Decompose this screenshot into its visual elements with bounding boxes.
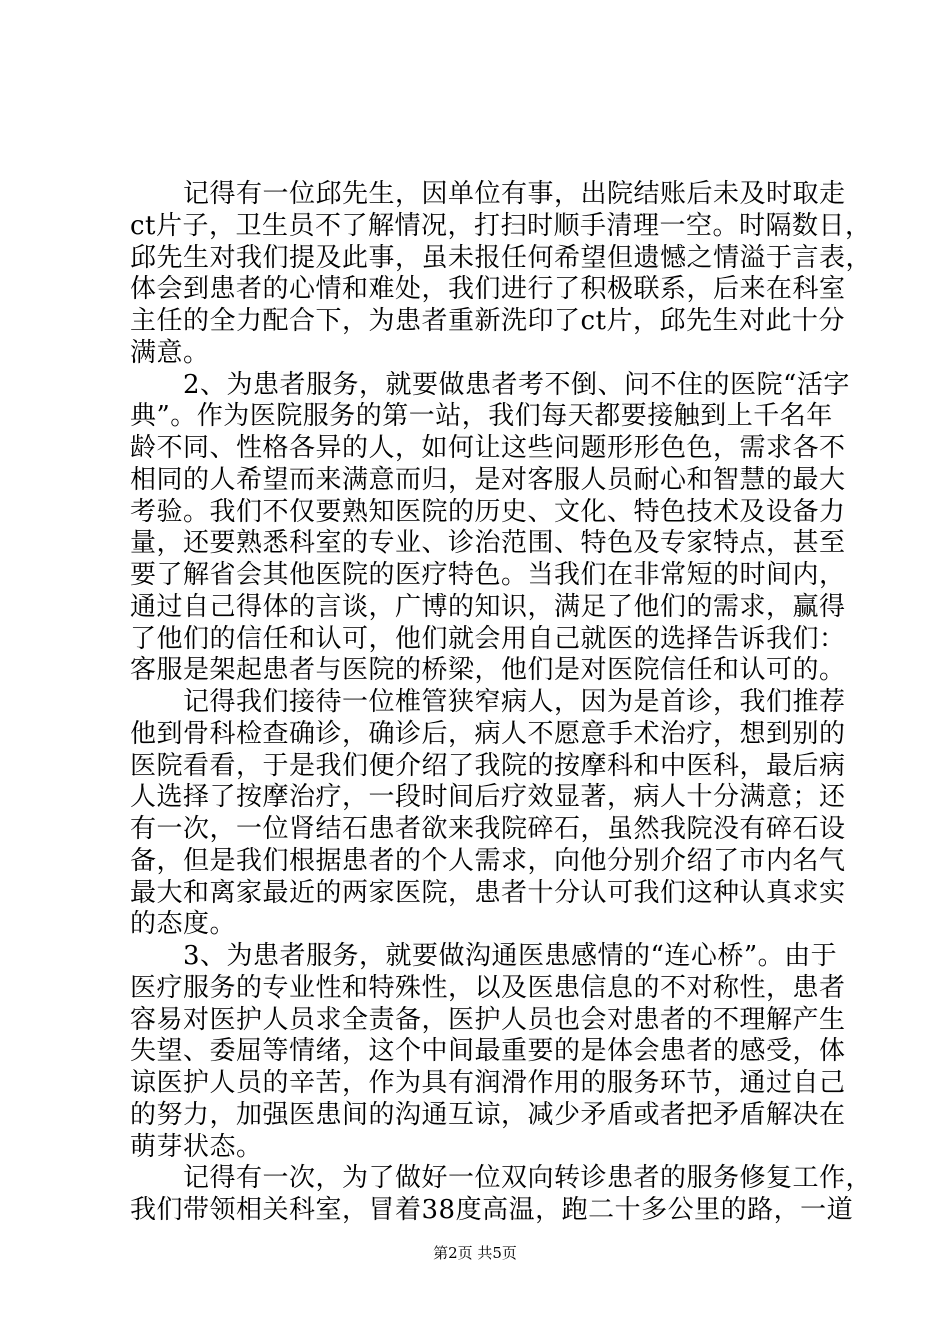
text-line: 客服是架起患者与医院的桥梁，他们是对医院信任和认可的。	[130, 655, 846, 685]
text-line: 典”。作为医院服务的第一站，我们每天都要接触到上千名年	[130, 401, 833, 431]
text-line: 的态度。	[130, 909, 237, 939]
text-line: 最大和离家最近的两家医院，患者十分认可我们这种认真求实	[130, 878, 846, 908]
text-line: 医院看看，于是我们便介绍了我院的按摩科和中医科，最后病	[130, 751, 846, 781]
text-line: 要了解省会其他医院的医疗特色。当我们在非常短的时间内，	[130, 560, 846, 590]
text-line: 萌芽状态。	[130, 1132, 263, 1162]
text-line: 邱先生对我们提及此事，虽未报任何希望但遗憾之情溢于言表，	[130, 243, 873, 273]
text-line: 主任的全力配合下，为患者重新洗印了ct片，邱先生对此十分	[130, 306, 846, 336]
text-line: 记得有一位邱先生，因单位有事，出院结账后未及时取走	[130, 179, 846, 209]
text-line: 的努力，加强医患间的沟通互谅，减少矛盾或者把矛盾解决在	[130, 1100, 846, 1130]
text-line: 容易对医护人员求全责备，医护人员也会对患者的不理解产生	[130, 1005, 846, 1035]
text-line: 医疗服务的专业性和特殊性，以及医患信息的不对称性，患者	[130, 973, 846, 1003]
text-line: 记得有一次，为了做好一位双向转诊患者的服务修复工作，	[130, 1163, 873, 1193]
text-line: 失望、委屈等情绪，这个中间最重要的是体会患者的感受，体	[130, 1036, 846, 1066]
text-line: 考验。我们不仅要熟知医院的历史、文化、特色技术及设备力	[130, 497, 846, 527]
text-line: 3、为患者服务，就要做沟通医患感情的“连心桥”。由于	[130, 941, 838, 971]
text-line: 体会到患者的心情和难处，我们进行了积极联系，后来在科室	[130, 274, 846, 304]
text-line: 谅医护人员的辛苦，作为具有润滑作用的服务环节，通过自己	[130, 1068, 846, 1098]
text-line: 了他们的信任和认可，他们就会用自己就医的选择告诉我们：	[130, 624, 846, 654]
text-line: 备，但是我们根据患者的个人需求，向他分别介绍了市内名气	[130, 846, 846, 876]
text-line: 量，还要熟悉科室的专业、诊治范围、特色及专家特点，甚至	[130, 528, 846, 558]
text-line: 满意。	[130, 338, 210, 368]
text-line: 相同的人希望而来满意而归，是对客服人员耐心和智慧的最大	[130, 465, 846, 495]
text-line: 人选择了按摩治疗，一段时间后疗效显著，病人十分满意；还	[130, 782, 846, 812]
text-line: 有一次，一位肾结石患者欲来我院碎石，虽然我院没有碎石设	[130, 814, 846, 844]
text-line: 龄不同、性格各异的人，如何让这些问题形形色色，需求各不	[130, 433, 846, 463]
text-line: 记得我们接待一位椎管狭窄病人，因为是首诊，我们推荐	[130, 687, 846, 717]
text-line: ct片子，卫生员不了解情况，打扫时顺手清理一空。时隔数日，	[130, 211, 872, 241]
text-line: 通过自己得体的言谈，广博的知识，满足了他们的需求，赢得	[130, 592, 846, 622]
text-line: 2、为患者服务，就要做患者考不倒、问不住的医院“活字	[130, 370, 850, 400]
page-footer: 第2页 共5页	[433, 1244, 517, 1262]
text-line: 他到骨科检查确诊，确诊后，病人不愿意手术治疗，想到别的	[130, 719, 846, 749]
text-line: 我们带领相关科室，冒着38度高温，跑二十多公里的路，一道	[130, 1195, 854, 1225]
